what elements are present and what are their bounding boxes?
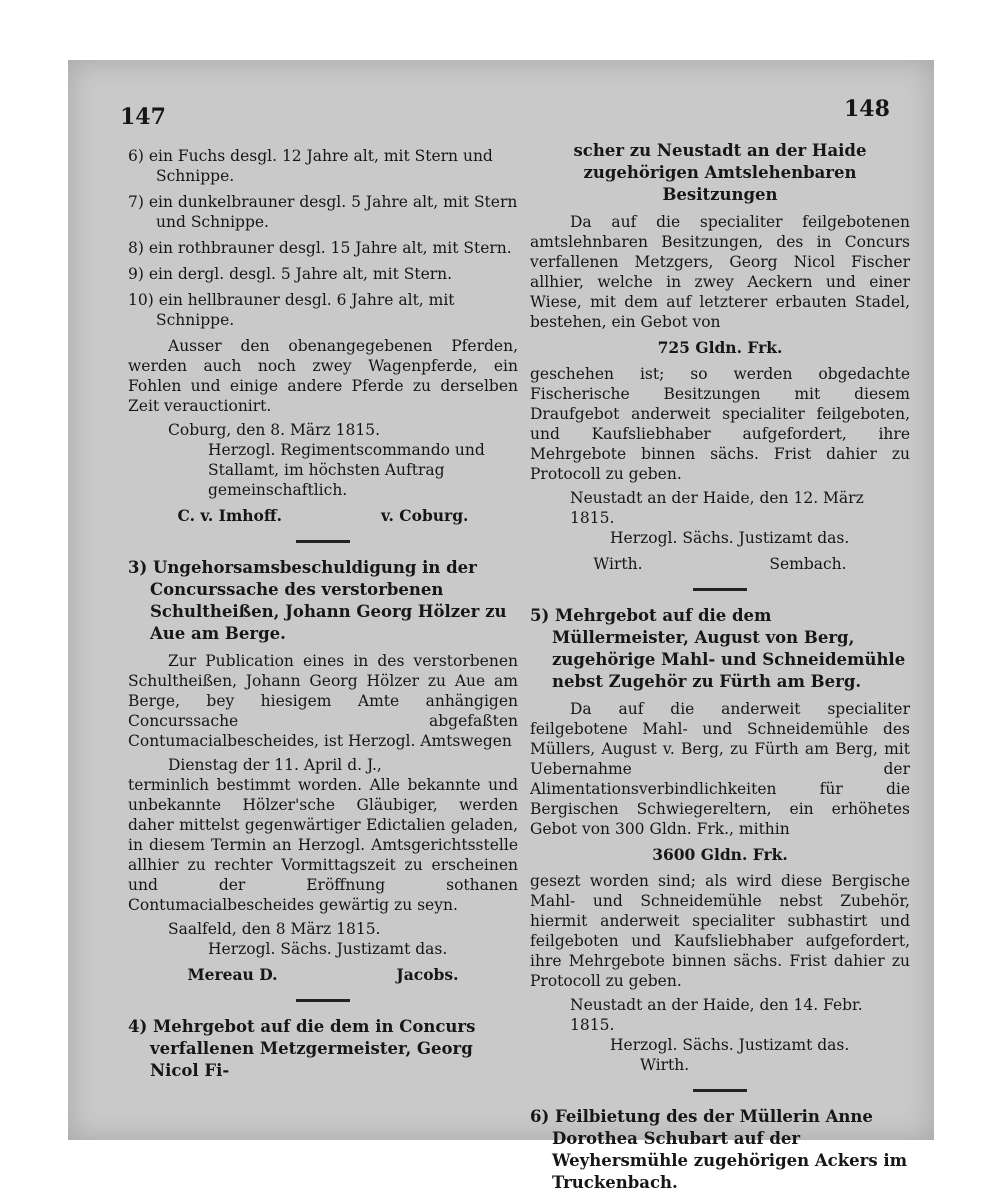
notice-3-title: 3) Ungehorsamsbeschuldigung in der Concurssache des verstorbenen Schultheißen, Johann Georg Hölzer zu Aue am Berge. — [128, 558, 507, 643]
notice-4-title: 4) Mehrgebot auf die dem in Concurs verfallenen Metzgermeister, Georg Nicol Fi- — [128, 1017, 476, 1080]
notice-4-place: Neustadt an der Haide, den 12. März 1815. — [570, 489, 864, 527]
horse-item-6: 6) ein Fuchs desgl. 12 Jahre alt, mit Stern und Schnippe. — [128, 147, 493, 185]
separator-rule — [693, 1089, 747, 1092]
horse-item-7: 7) ein dunkelbrauner desgl. 5 Jahre alt, mit Stern und Schnippe. — [128, 193, 518, 231]
notice-3-paragraph-2: terminlich bestimmt worden. Alle bekannte und unbekannte Hölzer'sche Gläubiger, werden daher mittelst gegenwärtiger Edictalien geladen, in diesem Termin an Herzogl. Amtsgerichtsstelle allhier zu rechter Vormittagszeit zu erscheinen und der Eröffnung sothanen Contumacialbescheides gewärtig zu seyn. — [128, 776, 518, 914]
notice-5-paragraph-2: gesezt worden sind; als wird diese Bergische Mahl- und Schneidemühle nebst Zubehör, hiermit anderweit specialiter subhastirt und feilgeboten und Kaufsliebhaber aufgefordert, ihre Mehrgebote binnen sächs. Frist dahier zu Protocoll zu geben. — [530, 872, 910, 990]
notice-5-place: Neustadt an der Haide, den 14. Febr. 1815. — [570, 996, 863, 1034]
notice-4-title-continued: scher zu Neustadt an der Haide zugehörigen Amtslehenbaren Besitzungen — [573, 141, 867, 204]
notice-4-paragraph-2: geschehen ist; so werden obgedachte Fischerische Besitzungen mit diesem Draufgebot anderweit specialiter feilgeboten, und Kaufsliebhaber aufgefordert, ihre Mehrgebote binnen sächs. Frist dahier zu Protocoll zu geben. — [530, 365, 910, 483]
right-column — [530, 140, 910, 1200]
coburg-date: Coburg, den 8. März 1815. — [168, 421, 380, 439]
notice-5-title: 5) Mehrgebot auf die dem Müllermeister, August von Berg, zugehörige Mahl- und Schneidemühle nebst Zugehör zu Fürth am Berg. — [530, 606, 906, 691]
notice-4-amount: 725 Gldn. Frk. — [657, 338, 783, 357]
notice-3-authority: Herzogl. Sächs. Justizamt das. — [208, 940, 448, 958]
separator-rule — [693, 588, 747, 591]
notice-3-paragraph: Zur Publication eines in des verstorbenen Schultheißen, Johann Georg Hölzer zu Aue am Berge, bey hiesigem Amte anhängigen Concurssache abgefaßten Contumacialbescheides, ist Herzogl. Amtswegen — [128, 652, 518, 750]
horse-item-9: 9) ein dergl. desgl. 5 Jahre alt, mit Stern. — [128, 265, 453, 283]
right-page-number: 148 — [844, 96, 890, 122]
notice-6-title: 6) Feilbietung des der Müllerin Anne Dorothea Schubart auf der Weyhersmühle zugehörigen Ackers im Truckenbach. — [530, 1107, 908, 1192]
signature-wirth: Wirth. — [593, 555, 643, 573]
separator-rule — [296, 540, 350, 543]
notice-3-signatures — [128, 965, 518, 985]
notice-5-paragraph: Da auf die anderweit specialiter feilgebotene Mahl- und Schneidemühle des Müllers, August v. Berg, zu Fürth am Berg, mit Uebernahme der Alimentationsverbindlichkeiten für die Bergischen Schwiegereltern, ein erhöhetes Gebot von 300 Gldn. Frk., mithin — [530, 700, 910, 838]
horses-paragraph: Ausser den obenangegebenen Pferden, werden auch noch zwey Wagenpferde, ein Fohlen und einige andere Pferde zu derselben Zeit verauctionirt. — [128, 337, 518, 415]
coburg-signatures — [128, 506, 518, 526]
notice-4-paragraph: Da auf die specialiter feilgebotenen amtslehnbaren Besitzungen, des in Concurs verfallenen Metzgers, Georg Nicol Fischer allhier, welche in zwey Aeckern und einer Wiese, mit dem auf letzterer erbauten Stadel, bestehen, ein Gebot von — [530, 213, 910, 331]
notice-3-place: Saalfeld, den 8 März 1815. — [168, 920, 381, 938]
notice-5-authority: Herzogl. Sächs. Justizamt das. — [610, 1036, 850, 1054]
signature-mereau: Mereau D. — [187, 965, 278, 984]
notice-4-signatures — [530, 554, 910, 574]
notice-5-amount: 3600 Gldn. Frk. — [652, 845, 788, 864]
signature-wirth: Wirth. — [640, 1056, 690, 1074]
signature-coburg: v. Coburg. — [381, 506, 469, 525]
signature-jacobs: Jacobs. — [396, 965, 459, 984]
signature-imhoff: C. v. Imhoff. — [177, 506, 282, 525]
scanned-page — [68, 60, 934, 1192]
left-column — [128, 146, 518, 1088]
notice-3-date: Dienstag der 11. April d. J., — [168, 756, 382, 774]
coburg-authority: Herzogl. Regimentscommando und Stallamt, im höchsten Auftrag gemeinschaftlich. — [208, 441, 485, 499]
horse-item-10: 10) ein hellbrauner desgl. 6 Jahre alt, mit Schnippe. — [128, 291, 455, 329]
horse-item-8: 8) ein rothbrauner desgl. 15 Jahre alt, mit Stern. — [128, 239, 512, 257]
signature-sembach: Sembach. — [769, 555, 847, 573]
left-page-number: 147 — [120, 104, 166, 130]
separator-rule — [296, 999, 350, 1002]
notice-4-authority: Herzogl. Sächs. Justizamt das. — [610, 529, 850, 547]
